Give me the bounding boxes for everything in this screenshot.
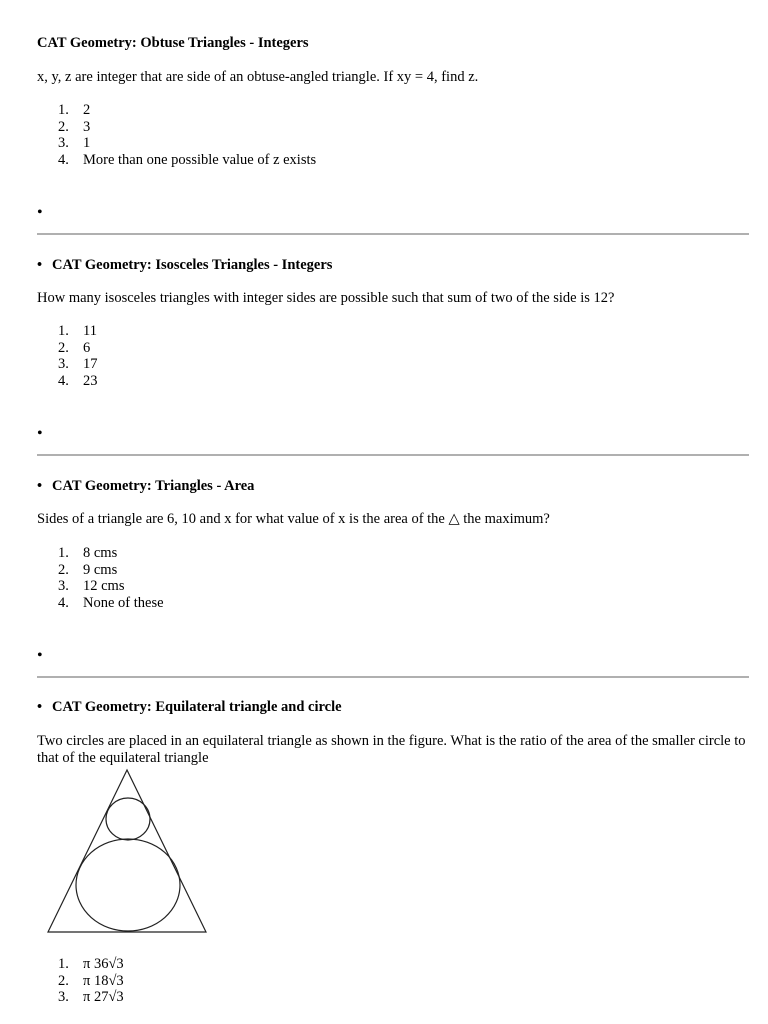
q2-title: CAT Geometry: Isosceles Triangles - Integers: [52, 257, 333, 273]
divider: [37, 454, 749, 456]
q2-option: 4. 23: [58, 373, 98, 390]
q1-option: 4. More than one possible value of z exists: [58, 152, 317, 169]
q3-option: 3. 12 cms: [58, 578, 125, 595]
q3-option: 2. 9 cms: [58, 561, 118, 578]
q3-options: [58, 545, 164, 612]
empty-bullet: •: [37, 204, 43, 221]
q4-options: [58, 956, 124, 1006]
q2-question: How many isosceles triangles with integer sides are possible such that sum of two of the side is 12?: [37, 290, 615, 306]
bullet: •: [37, 478, 43, 494]
empty-bullet: •: [37, 425, 43, 442]
q2-option: 1. 11: [58, 323, 97, 339]
q3-question: Sides of a triangle are 6, 10 and x for what value of x is the area of the △ the maximum?: [37, 511, 550, 527]
q1-option: 1. 2: [58, 102, 91, 118]
small-circle: [106, 798, 150, 840]
q2-options: [58, 323, 98, 390]
q3-title: CAT Geometry: Triangles - Area: [52, 478, 255, 494]
q3-option: 4. None of these: [58, 595, 164, 612]
equilateral-triangle: [48, 770, 206, 932]
empty-bullet: •: [37, 647, 43, 664]
q1-options: [58, 102, 316, 169]
q4-option: 3. π 27√3: [58, 989, 124, 1006]
q2-heading: [37, 257, 332, 274]
q4-heading: [37, 699, 342, 716]
large-circle: [76, 839, 180, 931]
q3-option: 1. 8 cms: [58, 545, 118, 561]
q1-option: 3. 1: [58, 135, 91, 152]
q1-title: CAT Geometry: Obtuse Triangles - Integers: [37, 35, 309, 51]
q1-option: 2. 3: [58, 118, 91, 135]
q4-option: 1. π 36√3: [58, 956, 124, 972]
divider: [37, 233, 749, 235]
triangle-circles-figure: [46, 768, 208, 936]
q2-option: 3. 17: [58, 356, 98, 373]
bullet: •: [37, 699, 43, 715]
q4-question: Two circles are placed in an equilateral triangle as shown in the figure. What is the ratio of the area of the smaller circle to that of the equilateral triangle: [37, 733, 746, 766]
q3-heading: [37, 478, 254, 495]
divider: [37, 676, 749, 678]
q1-question: x, y, z are integer that are side of an obtuse-angled triangle. If xy = 4, find z.: [37, 69, 479, 85]
bullet: •: [37, 257, 43, 273]
q4-option: 2. π 18√3: [58, 972, 124, 989]
q4-title: CAT Geometry: Equilateral triangle and circle: [52, 699, 342, 715]
q2-option: 2. 6: [58, 339, 91, 356]
